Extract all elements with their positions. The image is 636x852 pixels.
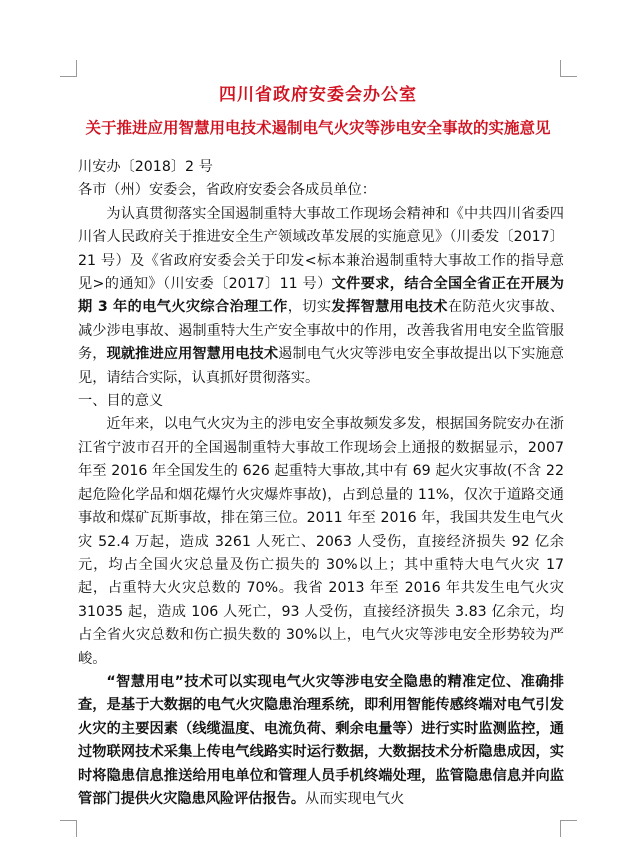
document-body [78, 156, 564, 811]
smart-electricity-bold: “智慧用电”技术可以实现电气火灾等涉电安全隐患的精准定位、准确排查，是基于大数据的电气火灾隐患治理系统，即利用智能传感终端对电气引发火灾的主要因素（线缆温度、电流负荷、剩余电量等）进行实时监测监控，通过物联网技术采集上传电气线路实时运行数据，大数据技术分析隐患成因，实时将隐患信息推送给用电单位和管理人员手机终端处理，监管隐患信息并向监管部门提供火灾隐患风险评估报告。 [78, 673, 564, 807]
intro-text-2: ，切实 [287, 299, 332, 316]
intro-bold-2: 发挥智慧用电技术 [331, 299, 448, 316]
document-title: 关于推进应用智慧用电技术遏制电气火灾等涉电安全事故的实施意见 [85, 119, 551, 137]
page-corner-mark-bottom-right [560, 820, 577, 837]
addressee-line: 各市（州）安委会，省政府安委会各成员单位： [78, 182, 376, 199]
statistics-paragraph: 近年来，以电气火灾为主的涉电安全事故频发多发，根据国务院安办在浙江省宁波市召开的全国遏制重特大事故工作现场会上通报的数据显示，2007 年至 2016 年全国发生的 626 起重特大事故,其中有 69 起火灾事故(不含 22 起危险化学品和烟花爆竹火灾爆炸事故)，占到总量的 11%，仅次于道路交通事故和煤矿瓦斯事故，排在第三位。2011 年至 2016 年，我国共发生电气火灾 52.4 万起，造成 3261 人死亡、2063 人受伤，直接经济损失 92 亿余元，均占全国火灾总量及伤亡损失的 30%以上；其中重特大电气火灾 17 起，占重特大火灾总数的 70%。我省 2013 年至 2016 年共发生电气火灾 31035 起，造成 106 人死亡，93 人受伤，直接经济损失 3.83 亿余元，均占全省火灾总数和伤亡损失数的 30%以上，电气火灾等涉电安全形势较为严峻。 [78, 416, 564, 667]
intro-paragraph [78, 203, 564, 390]
document-number: 川安办〔2018〕2 号 [78, 159, 213, 175]
section-heading-purpose: 一、目的意义 [78, 393, 164, 410]
smart-electricity-text: 从而实现电气火 [305, 790, 405, 807]
intro-text-4: 遏制电气火灾等涉电安全事故提出以下实施意见，请结合实际，认真抓好贯彻落实。 [78, 346, 564, 386]
issuing-office-title: 四川省政府安委会办公室 [219, 85, 417, 105]
page-corner-mark-top-right [560, 60, 577, 77]
smart-electricity-paragraph [78, 671, 564, 811]
page-corner-mark-bottom-left [60, 820, 77, 837]
intro-text-1: 为认真贯彻落实全国遏制重特大事故工作现场会精神和《中共四川省委四川省人民政府关于推进安全生产领域改革发展的实施意见》（川委发〔2017〕21 号）及《省政府安委会关于印发<标本兼治遏制重特大事故工作的指导意见>的通知》（川安委〔2017〕11 号） [78, 205, 564, 293]
intro-bold-3: 现就推进应用智慧用电技术 [106, 346, 279, 363]
intro-text-3: 在防范火灾事故、减少涉电事故、遏制重特大生产安全事故中的作用，改善我省用电安全监管服务， [78, 299, 564, 363]
intro-bold-1: 文件要求，结合全国全省正在开展为期 3 年的电气火灾综合治理工作 [78, 276, 564, 316]
page-corner-mark-top-left [60, 60, 77, 77]
